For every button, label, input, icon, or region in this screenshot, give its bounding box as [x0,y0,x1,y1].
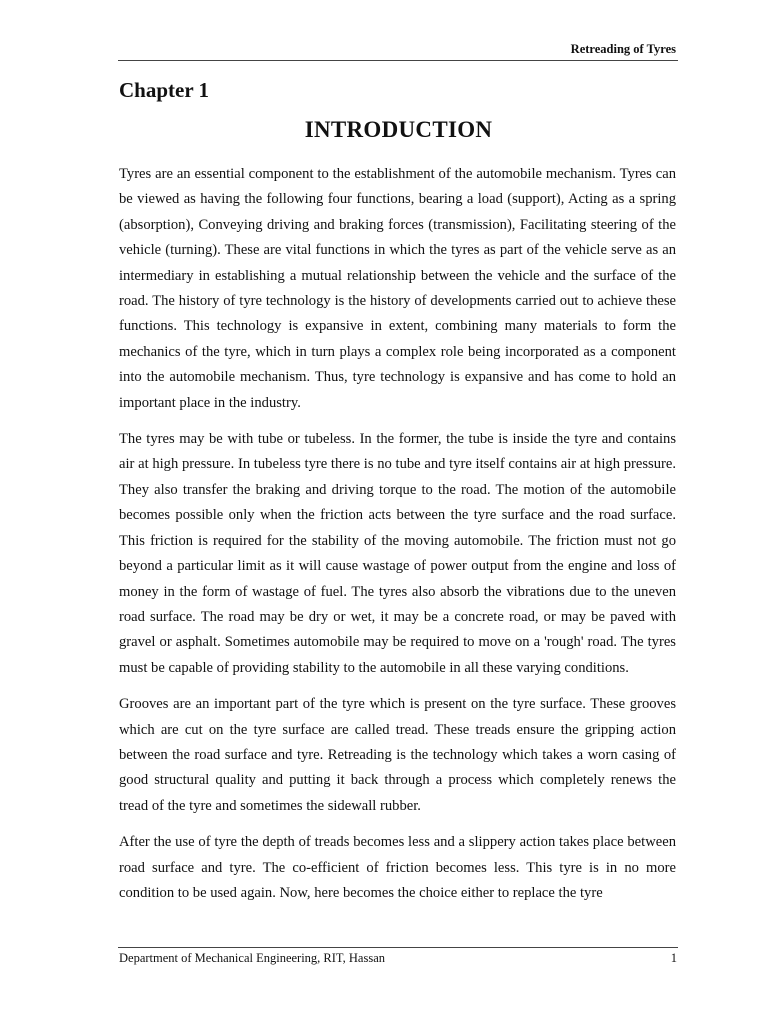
paragraph: Tyres are an essential component to the establishment of the automobile mechanism. Tyres can be viewed as having the following four functions, bearing a load (support), Acting as a spring (absorption), Conveying driving and braking forces (transmission), Facilitating steering of the vehicle (turning). These are vital functions in which the tyres as part of the vehicle serve as an intermediary in establishing a mutual relationship between the vehicle and the surface of the road. The history of tyre technology is the history of developments carried out to achieve these functions. This technology is expansive in extent, combining many materials to form the mechanics of the tyre, which in turn plays a complex role being incorporated as a component into the automobile mechanism. Thus, tyre technology is expansive and has come to hold an important place in the industry. [119,166,676,411]
running-header: Retreading of Tyres [570,42,676,56]
chapter-label: Chapter 1 [119,78,210,102]
paragraph: The tyres may be with tube or tubeless. In the former, the tube is inside the tyre and contains air at high pressure. In tubeless tyre there is no tube and tyre itself contains air at high pressure. They also transfer the braking and driving torque to the road. The motion of the automobile becomes possible only when the friction acts between the tyre surface and the road surface. This friction is required for the stability of the moving automobile. The friction must not go beyond a particular limit as it will cause wastage of power output from the engine and loss of money in the form of wastage of fuel. The tyres also absorb the vibrations due to the uneven road surface. The road may be dry or wet, it may be a concrete road, or may be paved with gravel or asphalt. Sometimes automobile may be required to move on a 'rough' road. The tyres must be capable of providing stability to the automobile in all these varying conditions. [119,431,676,676]
footer-rule [118,947,678,948]
footer-department: Department of Mechanical Engineering, RIT, Hassan [119,951,385,965]
page-title: INTRODUCTION [304,117,493,142]
header-rule [118,60,678,61]
paragraph: Grooves are an important part of the tyre which is present on the tyre surface. These grooves which are cut on the tyre surface are called tread. These treads ensure the gripping action between the road surface and tyre. Retreading is the technology which takes a worn casing of good structural quality and putting it back through a process which completely renews the tread of the tyre and sometimes the sidewall rubber. [119,696,676,814]
paragraph: After the use of tyre the depth of treads becomes less and a slippery action takes place between road surface and tyre. The co-efficient of friction becomes less. This tyre is in no more condition to be used again. Now, here becomes the choice either to replace the tyre [119,834,676,901]
page-number: 1 [670,951,677,965]
body-text [119,162,676,917]
